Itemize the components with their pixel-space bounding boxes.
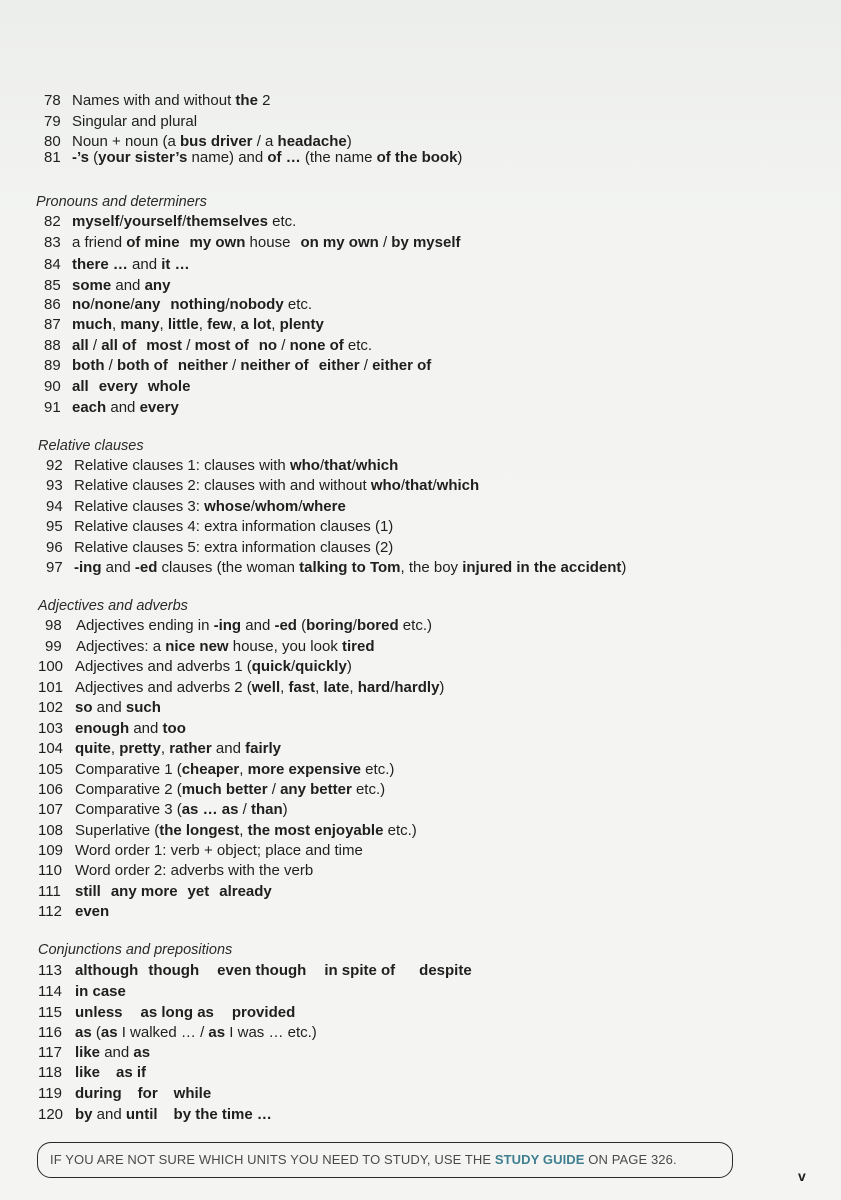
text-span: I was … etc.) [225,1024,317,1041]
bold-term: on my own [300,234,379,251]
text-span: Noun + noun (a [72,133,180,150]
bold-term: who [370,477,401,494]
text-span: etc.) [398,617,432,634]
bold-term: quite [75,740,111,757]
unit-90 [44,378,190,396]
bold-term: every [98,378,138,395]
bold-term: hard [357,679,391,696]
text-span: / [378,234,392,251]
unit-number: 81 [44,149,61,166]
text-span: ( [91,1024,101,1041]
bold-term: many [120,316,160,333]
bold-term: more expensive [247,761,362,778]
bold-term: such [125,699,161,716]
text-span: Adjectives: a [76,638,166,655]
text-span: ON PAGE 326. [584,1152,677,1167]
unit-number: 118 [38,1064,62,1081]
bold-term: -ed [274,617,297,634]
text-span: 2 [257,92,271,109]
bold-term: neither [177,357,228,374]
text-span: and [101,559,135,576]
text-span: Adjectives ending in [76,617,214,634]
unit-83 [44,234,461,252]
unit-number: 120 [38,1106,64,1123]
bold-term: for [137,1085,158,1102]
unit-84 [44,256,190,274]
bold-term: so [75,699,93,716]
text-span: etc. [343,337,373,354]
unit-number: 102 [38,699,64,716]
unit-111 [38,883,272,901]
unit-number: 116 [38,1024,62,1041]
bold-term: there … [72,256,128,273]
text-span: / [432,477,437,494]
unit-number: 93 [46,477,63,494]
unit-number: 100 [38,658,64,675]
text-span: , [232,316,241,333]
bold-term: both of [117,357,168,374]
bold-term: by myself [391,234,461,251]
bold-term: it … [161,256,190,273]
section-heading-pronouns: Pronouns and determiners [36,194,207,210]
bold-term: of the book [376,149,458,166]
text-span: / [400,477,405,494]
unit-102 [38,699,161,717]
bold-term: either of [372,357,432,374]
unit-number: 83 [44,234,61,251]
bold-term: of … [267,149,301,166]
bold-term: quickly [295,658,347,675]
bold-term: yet [187,883,210,900]
bold-term: although [75,962,139,979]
bold-term: any [144,277,171,294]
unit-number: 104 [38,740,64,757]
text-span: and [100,1044,134,1061]
unit-100 [38,658,352,676]
unit-82 [44,213,296,231]
text-span: / [238,801,251,818]
bold-term: though [148,962,200,979]
bold-term: headache [277,133,347,150]
text-span: ) [346,133,352,150]
bold-term: as long as [140,1004,214,1021]
bold-term: that [405,477,433,494]
text-span: / [351,457,356,474]
bold-term: most [146,337,183,354]
unit-number: 107 [38,801,64,818]
bold-term: as [133,1044,151,1061]
bold-term: bored [356,617,399,634]
unit-number: 111 [38,883,61,900]
bold-term: unless [75,1004,123,1021]
text-span: etc. [283,296,313,313]
bold-term: hardly [394,679,440,696]
unit-99 [45,638,375,656]
bold-term: enough [75,720,130,737]
unit-number: 98 [45,617,62,634]
text-span: , [349,679,358,696]
bold-term: than [250,801,283,818]
unit-number: 78 [44,92,61,109]
bold-term: much better [181,781,268,798]
bold-term: still [75,883,101,900]
text-span: ) [282,801,288,818]
unit-104 [38,740,281,758]
section-heading-conjunctions: Conjunctions and prepositions [38,942,233,958]
unit-number: 114 [38,983,62,1000]
text-span: / [319,457,325,474]
unit-120 [38,1106,272,1124]
unit-number: 113 [38,962,62,979]
unit-number: 109 [38,842,64,859]
text-span: / [104,357,117,374]
unit-117 [38,1044,150,1062]
bold-term: whose [204,498,251,515]
unit-78 [44,92,270,110]
text-span: Relative clauses 2: clauses with and without [74,477,371,494]
bold-term: my own [189,234,246,251]
text-span: I walked … / [117,1024,209,1041]
bold-term: rather [169,740,212,757]
text-span: and [106,399,140,416]
bold-term: talking to Tom [299,559,401,576]
bold-term: the most enjoyable [247,822,384,839]
text-span: a friend [72,234,127,251]
unit-number: 112 [38,903,62,920]
bold-term: -ing [74,559,102,576]
unit-number: 99 [45,638,62,655]
bold-term: all of [101,337,137,354]
text-span: ) [621,559,627,576]
text-span: ) [457,149,463,166]
study-guide-link[interactable]: STUDY GUIDE [494,1152,585,1167]
unit-number: 105 [38,761,64,778]
bold-term: -’s [72,149,89,166]
unit-91 [44,399,179,417]
bold-term: too [162,720,186,737]
unit-106 [38,781,385,799]
text-span: name) and [187,149,268,166]
bold-term: which [355,457,399,474]
section-heading-adjectives: Adjectives and adverbs [38,598,188,614]
unit-number: 97 [46,559,63,576]
unit-number: 92 [46,457,63,474]
bold-term: provided [231,1004,296,1021]
text-span: (the name [300,149,377,166]
text-span: Relative clauses 1: clauses with [74,457,290,474]
section-heading-relative: Relative clauses [38,438,144,454]
bold-term: in spite of [324,962,396,979]
unit-105 [38,761,394,779]
bold-term: as … as [181,801,239,818]
text-span: / [119,213,124,230]
unit-96 [46,539,393,557]
bold-term: by the time … [173,1106,272,1123]
bold-term: the longest [159,822,240,839]
text-span: / a [252,133,278,150]
text-span: , [159,316,168,333]
text-span: / [130,296,135,313]
unit-119 [38,1085,211,1103]
text-span: Word order 2: adverbs with the verb [75,862,314,879]
text-span: / [227,357,241,374]
unit-79 [44,113,197,131]
bold-term: any better [280,781,352,798]
text-span: , [110,740,120,757]
text-span: , [315,679,324,696]
text-span: Superlative ( [75,822,160,839]
bold-term: as [100,1024,118,1041]
bold-term: nothing [170,296,226,313]
text-span: / [352,617,357,634]
text-span: etc.) [361,761,395,778]
unit-number: 117 [38,1044,62,1061]
bold-term: -ed [134,559,158,576]
unit-number: 103 [38,720,64,737]
text-span: Relative clauses 4: extra information clauses (1) [74,518,394,535]
bold-term: any [134,296,161,313]
unit-number: 82 [44,213,61,230]
bold-term: like [75,1064,101,1081]
unit-number: 86 [44,296,61,313]
unit-number: 94 [46,498,63,515]
bold-term: no [72,296,91,313]
text-span: Singular and plural [72,113,198,130]
unit-number: 110 [38,862,62,879]
text-span: / [277,337,290,354]
bold-term: neither of [240,357,309,374]
text-span: etc.) [351,781,386,798]
unit-number: 85 [44,277,61,294]
bold-term: your sister’s [98,149,188,166]
bold-term: even though [217,962,307,979]
bold-term: by [75,1106,93,1123]
bold-term: cheaper [181,761,240,778]
bold-term: both [72,357,105,374]
text-span: ) [439,679,445,696]
unit-85 [44,277,170,295]
text-span: , the boy [400,559,463,576]
unit-114 [38,983,126,1001]
bold-term: like [75,1044,101,1061]
unit-number: 88 [44,337,61,354]
bold-term: injured in the accident [462,559,622,576]
bold-term: during [75,1085,122,1102]
bold-term: pretty [119,740,161,757]
study-guide-note [37,1142,733,1178]
text-span: Relative clauses 3: [74,498,205,515]
unit-101 [38,679,444,697]
bold-term: as if [116,1064,147,1081]
bold-term: while [173,1085,212,1102]
text-span: etc. [267,213,297,230]
unit-92 [46,457,398,475]
bold-term: the [235,92,258,109]
bold-term: yourself [123,213,183,230]
text-span: Relative clauses 5: extra information clauses (2) [74,539,394,556]
bold-term: well [251,679,281,696]
bold-term: each [72,399,107,416]
unit-103 [38,720,186,738]
unit-94 [46,498,346,516]
text-span: Comparative 2 ( [75,781,182,798]
text-span: , [198,316,208,333]
bold-term: much [72,316,113,333]
unit-81 [44,149,462,167]
bold-term: in case [75,983,126,1000]
text-span: / [390,679,395,696]
unit-number: 95 [46,518,63,535]
bold-term: as [208,1024,226,1041]
bold-term: whom [254,498,299,515]
text-span: and [241,617,275,634]
text-span: / [90,296,95,313]
bold-term: already [219,883,272,900]
unit-109 [38,842,363,860]
text-span: Adjectives and adverbs 2 ( [75,679,252,696]
bold-term: nobody [229,296,284,313]
text-span: / [298,498,303,515]
text-span: , [280,679,289,696]
bold-term: despite [419,962,472,979]
text-span: and [92,1106,126,1123]
bold-term: little [167,316,199,333]
text-span: Comparative 3 ( [75,801,182,818]
unit-number: 80 [44,133,61,150]
bold-term: every [139,399,179,416]
text-span: house, you look [228,638,342,655]
bold-term: who [289,457,320,474]
unit-118 [38,1064,146,1082]
unit-113 [38,962,472,980]
text-span: and [129,720,163,737]
text-span: , [112,316,121,333]
bold-term: even [75,903,110,920]
bold-term: plenty [279,316,324,333]
text-span: etc.) [383,822,417,839]
bold-term: whole [147,378,191,395]
text-span: , [160,740,170,757]
unit-87 [44,316,324,334]
bold-term: quick [251,658,291,675]
unit-98 [45,617,432,635]
bold-term: myself [72,213,120,230]
bold-term: fairly [245,740,281,757]
bold-term: -ing [213,617,242,634]
bold-term: no [258,337,278,354]
unit-number: 90 [44,378,61,395]
unit-86 [44,296,312,314]
bold-term: where [302,498,346,515]
unit-number: 106 [38,781,64,798]
unit-number: 115 [38,1004,62,1021]
unit-number: 84 [44,256,61,273]
unit-number: 87 [44,316,61,333]
unit-95 [46,518,393,536]
unit-number: 101 [38,679,64,696]
text-span: / [88,337,102,354]
text-span: and [111,277,145,294]
bold-term: boring [306,617,353,634]
text-span: Adjectives and adverbs 1 ( [75,658,252,675]
bold-term: fast [288,679,316,696]
text-span: clauses (the woman [157,559,300,576]
text-span: / [182,337,195,354]
text-span: and [92,699,126,716]
text-span: and [127,256,162,273]
bold-term: which [436,477,480,494]
unit-93 [46,477,479,495]
text-span: IF YOU ARE NOT SURE WHICH UNITS YOU NEED TO STUDY, USE THE [50,1152,495,1167]
unit-115 [38,1004,295,1022]
unit-108 [38,822,417,840]
unit-number: 91 [44,399,61,416]
unit-116 [38,1024,317,1042]
bold-term: as [75,1024,92,1041]
text-span: / [225,296,230,313]
unit-number: 108 [38,822,64,839]
text-span: ) [346,658,352,675]
text-span: and [211,740,246,757]
bold-term: none of [289,337,344,354]
unit-number: 96 [46,539,63,556]
text-span: / [267,781,281,798]
unit-number: 119 [38,1085,62,1102]
unit-107 [38,801,288,819]
bold-term: most of [194,337,249,354]
unit-112 [38,903,109,921]
text-span: / [182,213,187,230]
unit-97 [46,559,626,577]
bold-term: all [72,378,89,395]
text-span: Comparative 1 ( [75,761,182,778]
text-span: / [359,357,373,374]
bold-term: some [72,277,112,294]
unit-number: 89 [44,357,61,374]
text-span: / [250,498,255,515]
bold-term: either [318,357,360,374]
bold-term: any more [110,883,178,900]
text-span: ( [88,149,99,166]
bold-term: until [125,1106,158,1123]
bold-term: that [324,457,352,474]
text-span: , [239,761,248,778]
text-span: ( [296,617,307,634]
text-span: Word order 1: verb + object; place and time [75,842,363,859]
text-span: , [239,822,248,839]
bold-term: nice new [165,638,229,655]
text-span: / [290,658,296,675]
bold-term: themselves [186,213,268,230]
text-span: house [245,234,291,251]
bold-term: a lot [240,316,272,333]
unit-89 [44,357,431,375]
page-number: v [798,1168,806,1184]
bold-term: bus driver [180,133,253,150]
bold-term: all [72,337,89,354]
unit-number: 79 [44,113,61,130]
text-span: Names with and without [72,92,236,109]
unit-110 [38,862,313,880]
text-span: , [271,316,280,333]
bold-term: tired [342,638,375,655]
bold-term: of mine [126,234,180,251]
unit-88 [44,337,372,355]
bold-term: none [94,296,131,313]
bold-term: late [323,679,350,696]
bold-term: few [207,316,233,333]
